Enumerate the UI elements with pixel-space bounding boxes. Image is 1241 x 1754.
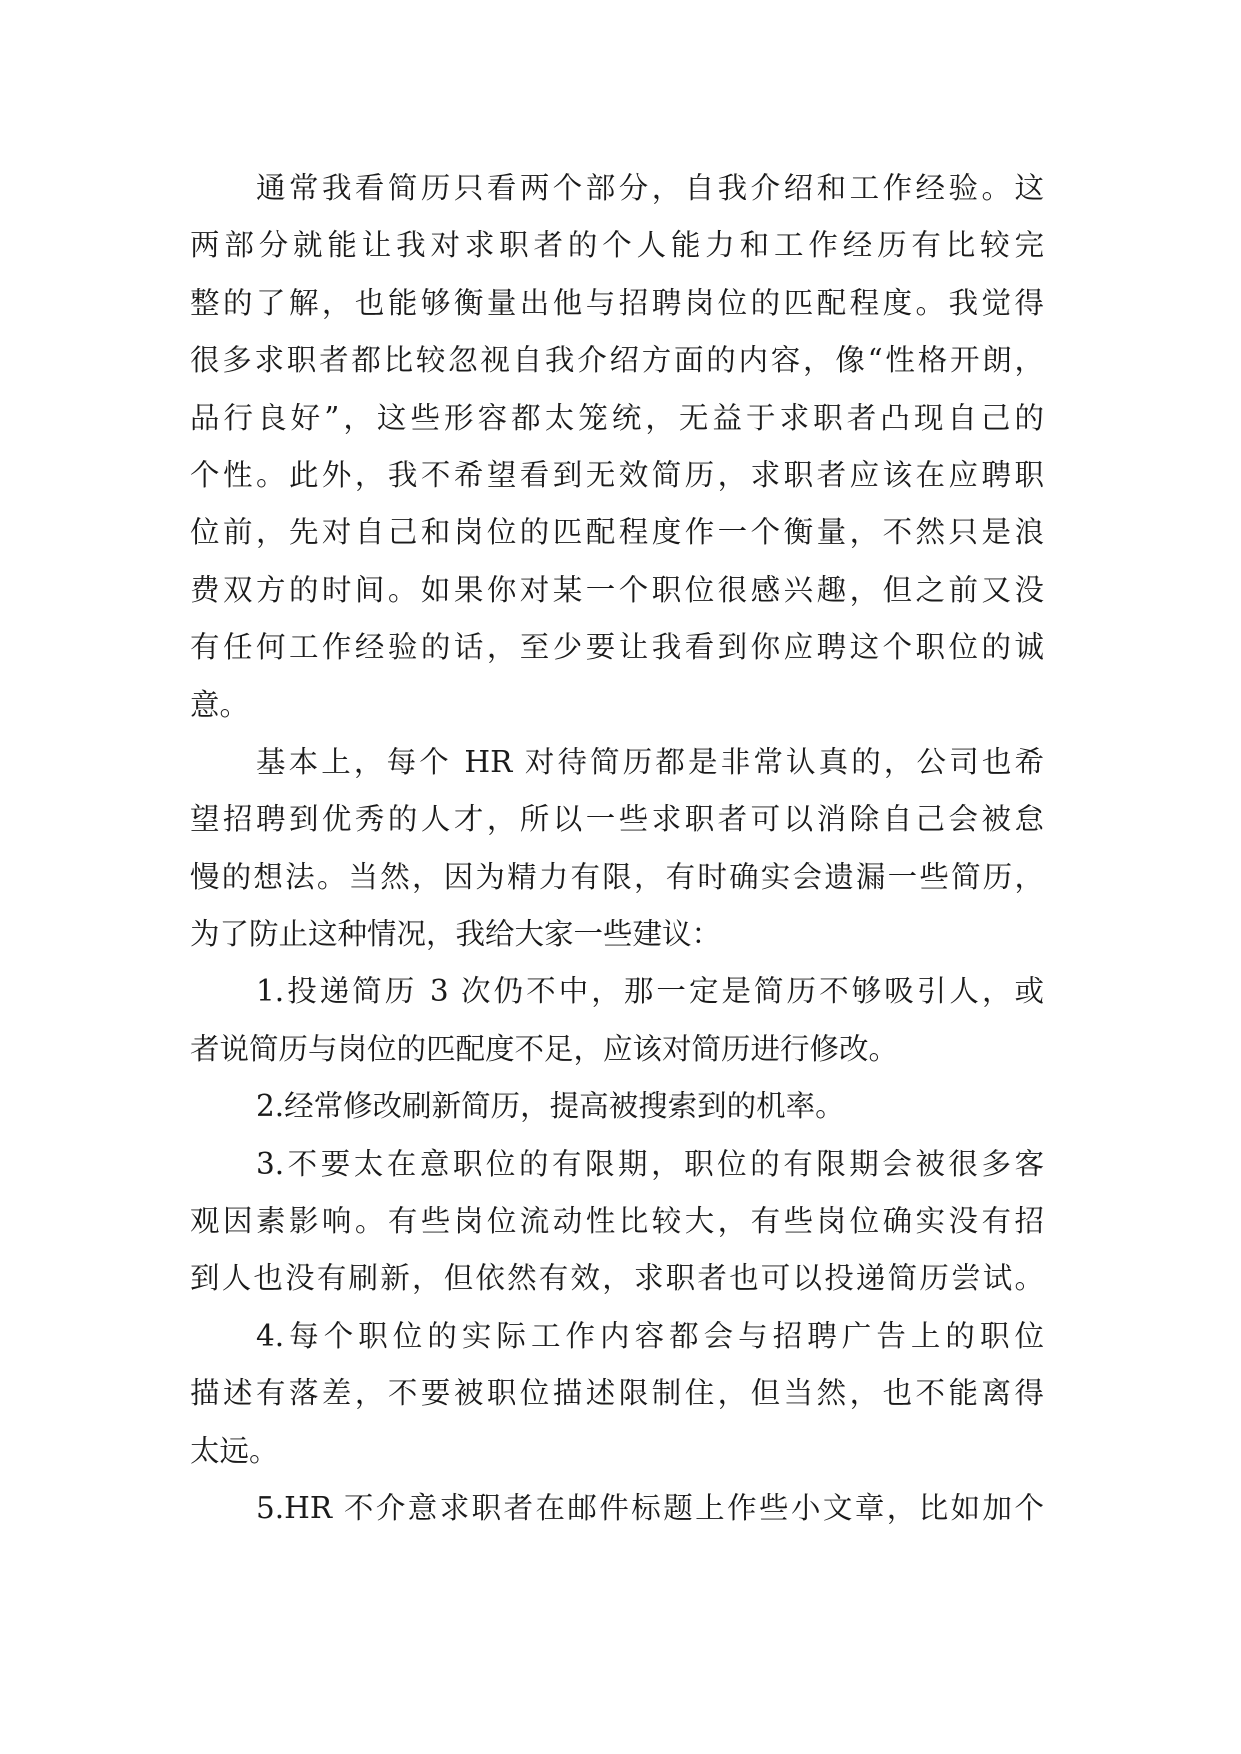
text-line: 为了防止这种情况，我给大家一些建议： (190, 917, 722, 952)
text-line: 费双方的时间。如果你对某一个职位很感兴趣，但之前又没 (190, 572, 1044, 607)
text-line: 慢的想法。当然，因为精力有限，有时确实会遗漏一些简历， (190, 859, 1044, 894)
list-item-line: 2.经常修改刷新简历，提高被搜索到的机率。 (256, 1089, 845, 1124)
text-line: 通常我看简历只看两个部分，自我介绍和工作经验。这 (256, 171, 1044, 205)
list-item-line: 太远。 (190, 1433, 279, 1468)
list-item-line: 3.不要太在意职位的有限期，职位的有限期会被很多客 (256, 1146, 1044, 1181)
body-text (190, 160, 1044, 1537)
text-line: 望招聘到优秀的人才，所以一些求职者可以消除自己会被怠 (190, 802, 1044, 837)
list-item-line: 5.HR 不介意求职者在邮件标题上作些小文章，比如加个 (256, 1490, 1044, 1525)
list-item-line: 者说简历与岗位的匹配度不足，应该对简历进行修改。 (190, 1031, 899, 1066)
list-item-line: 4.每个职位的实际工作内容都会与招聘广告上的职位 (256, 1318, 1044, 1353)
list-item-line: 到人也没有刷新，但依然有效，求职者也可以投递简历尝试。 (190, 1261, 1044, 1296)
text-line: 意。 (190, 687, 250, 722)
text-line: 个性。此外，我不希望看到无效简历，求职者应该在应聘职 (190, 457, 1044, 492)
text-line: 整的了解，也能够衡量出他与招聘岗位的匹配程度。我觉得 (190, 285, 1044, 320)
text-line: 两部分就能让我对求职者的个人能力和工作经历有比较完 (190, 228, 1044, 263)
text-line: 品行良好”，这些形容都太笼统，无益于求职者凸现自己的 (190, 400, 1044, 435)
list-item-line: 观因素影响。有些岗位流动性比较大，有些岗位确实没有招 (190, 1204, 1044, 1239)
list-item-line: 1.投递简历 3 次仍不中，那一定是简历不够吸引人，或 (256, 974, 1044, 1009)
text-line: 很多求职者都比较忽视自我介绍方面的内容，像“性格开朗， (190, 343, 1044, 378)
text-line: 有任何工作经验的话，至少要让我看到你应聘这个职位的诚 (190, 630, 1044, 665)
text-line: 基本上，每个 HR 对待简历都是非常认真的，公司也希 (256, 744, 1044, 779)
text-line: 位前，先对自己和岗位的匹配程度作一个衡量，不然只是浪 (190, 515, 1044, 550)
list-item-line: 描述有落差，不要被职位描述限制住，但当然，也不能离得 (190, 1376, 1044, 1411)
